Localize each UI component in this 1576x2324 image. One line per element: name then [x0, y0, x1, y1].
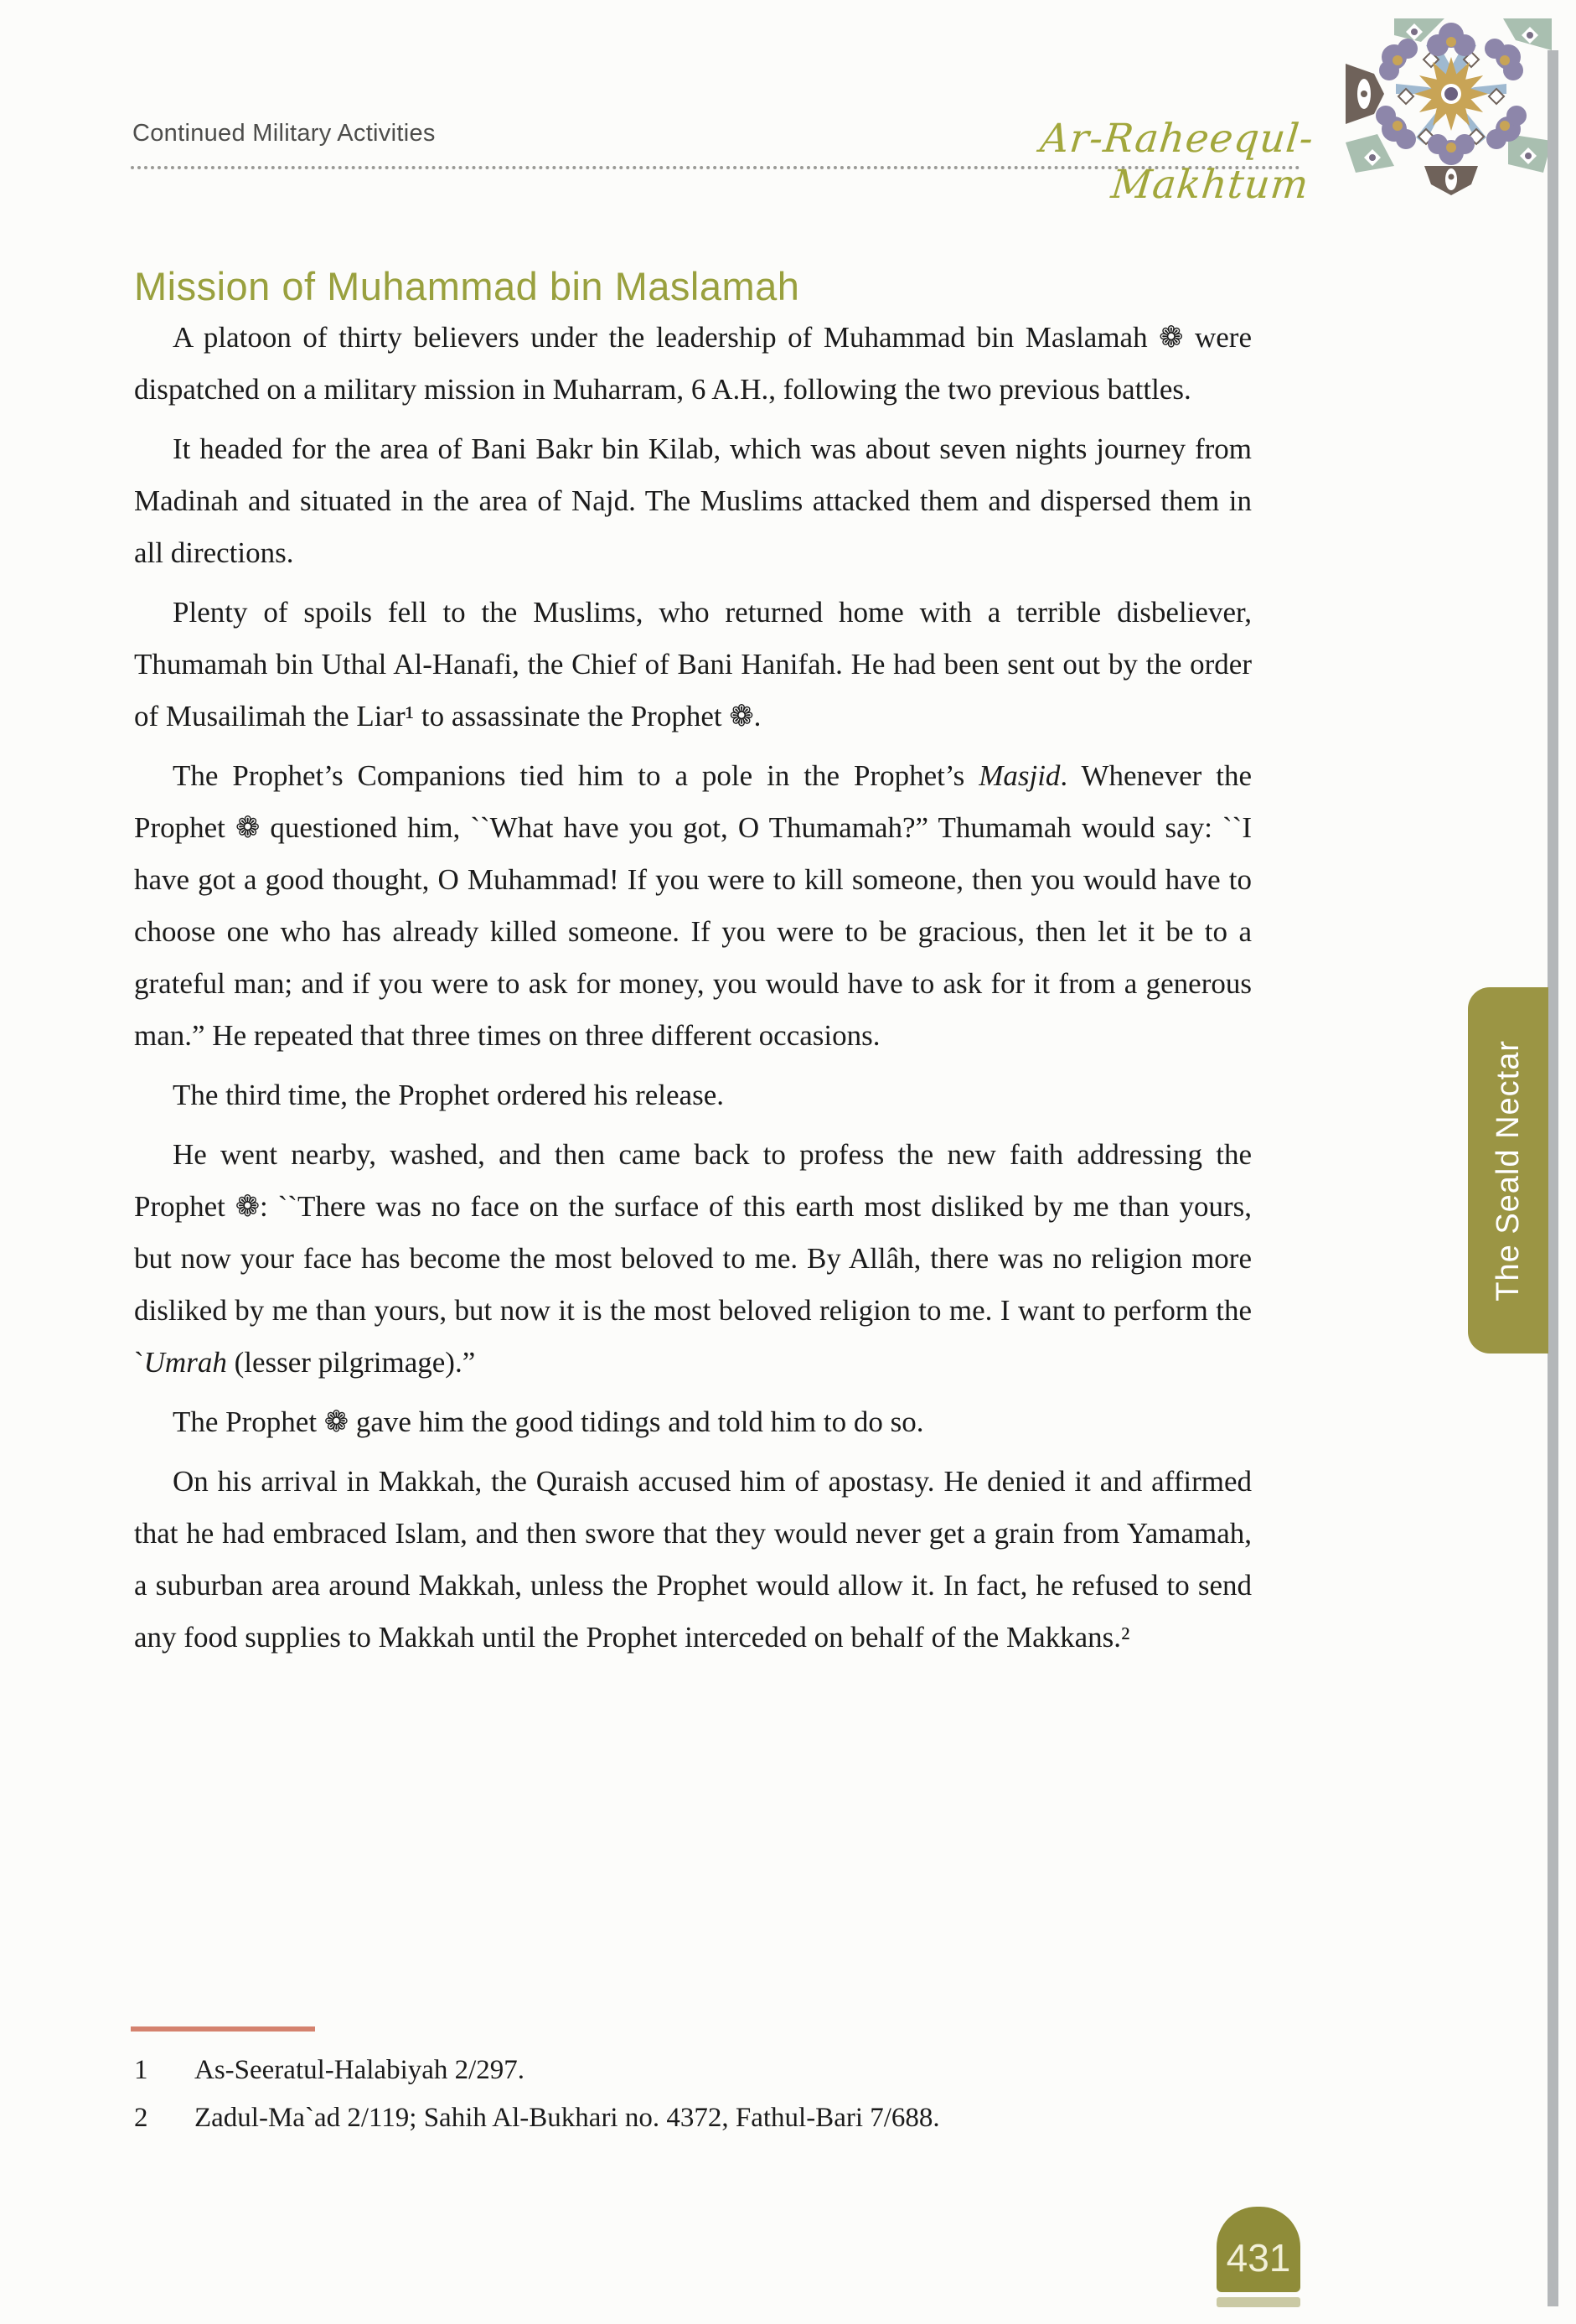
footnotes: [134, 2047, 1274, 2142]
page-number: 431: [1226, 2236, 1291, 2280]
paragraph: A platoon of thirty believers under the leadership of Muhammad bin Maslamah ❁ were dispatched on a military mission in Muharram, 6 A.H., following the two previous battles.: [134, 321, 1252, 406]
paragraph: It headed for the area of Bani Bakr bin Kilab, which was about seven nights journey from Madinah and situated in the area of Najd. The Muslims attacked them and dispersed them in all directions.: [134, 432, 1252, 569]
page-title: Mission of Muhammad bin Maslamah: [134, 264, 800, 309]
footnote-text: As-Seeratul-Halabiyah 2/297.: [194, 2055, 525, 2085]
paragraph: The Prophet’s Companions tied him to a pole in the Prophet’s Masjid. Whenever the Prophet ❁ questioned him, ``What have you got, O Thumamah?” Thumamah would say: ``I have got a good thought, O Muhammad! If you were to kill someone, then you would have to choose one who has already killed someone. If you were to be gracious, then let it be to a grateful man; and if you were to ask for money, you would have to ask for it from a generous man.” He repeated that three times on three different occasions.: [134, 759, 1252, 1052]
page-number-badge: [1217, 2207, 1300, 2292]
body-text-column: [134, 312, 1252, 1671]
footnote-number: 1: [134, 2055, 148, 2085]
paragraph: The Prophet ❁ gave him the good tidings and told him to do so.: [173, 1405, 924, 1438]
footnote-separator-rule: [131, 2026, 315, 2032]
footnote-item: [134, 2047, 1274, 2094]
page-number-badge-underline: [1217, 2297, 1300, 2307]
chapter-side-tab: [1468, 987, 1548, 1354]
paragraph: On his arrival in Makkah, the Quraish accused him of apostasy. He denied it and affirmed that he had embraced Islam, and then swore that they would never get a grain from Yamamah, a suburban area around Makkah, unless the Prophet would allow it. In fact, he refused to send any food supplies to Makkah until the Prophet interceded on behalf of the Makkans.²: [134, 1465, 1252, 1654]
footnote-item: [134, 2094, 1274, 2142]
page-edge-line: [1548, 50, 1558, 2306]
running-header-section-title: Continued Military Activities: [132, 120, 436, 147]
footnote-text: Zadul-Ma`ad 2/119; Sahih Al-Bukhari no. 4372, Fathul-Bari 7/688.: [194, 2103, 940, 2133]
paragraph: The third time, the Prophet ordered his release.: [173, 1079, 724, 1111]
paragraph: He went nearby, washed, and then came back to profess the new faith addressing the Prophet ❁: ``There was no face on the surface of this earth most disliked by me than yours, but now your face has become the most beloved to me. By Allâh, there was no religion more disliked by me than yours, but now it is the most beloved religion to me. I want to perform the `Umrah (lesser pilgrimage).”: [134, 1138, 1252, 1379]
book-title-calligraphy: Ar-Raheequl-Makhtum: [1038, 116, 1316, 208]
paragraph: Plenty of spoils fell to the Muslims, who returned home with a terrible disbeliever, Thumamah bin Uthal Al-Hanafi, the Chief of Bani Hanifah. He had been sent out by the order of Musailimah the Liar¹ to assassinate the Prophet ❁.: [134, 596, 1252, 732]
footnote-number: 2: [134, 2103, 148, 2133]
islamic-ornament-icon: [1344, 17, 1553, 197]
chapter-side-tab-label: The Seald Nectar: [1490, 1039, 1526, 1302]
